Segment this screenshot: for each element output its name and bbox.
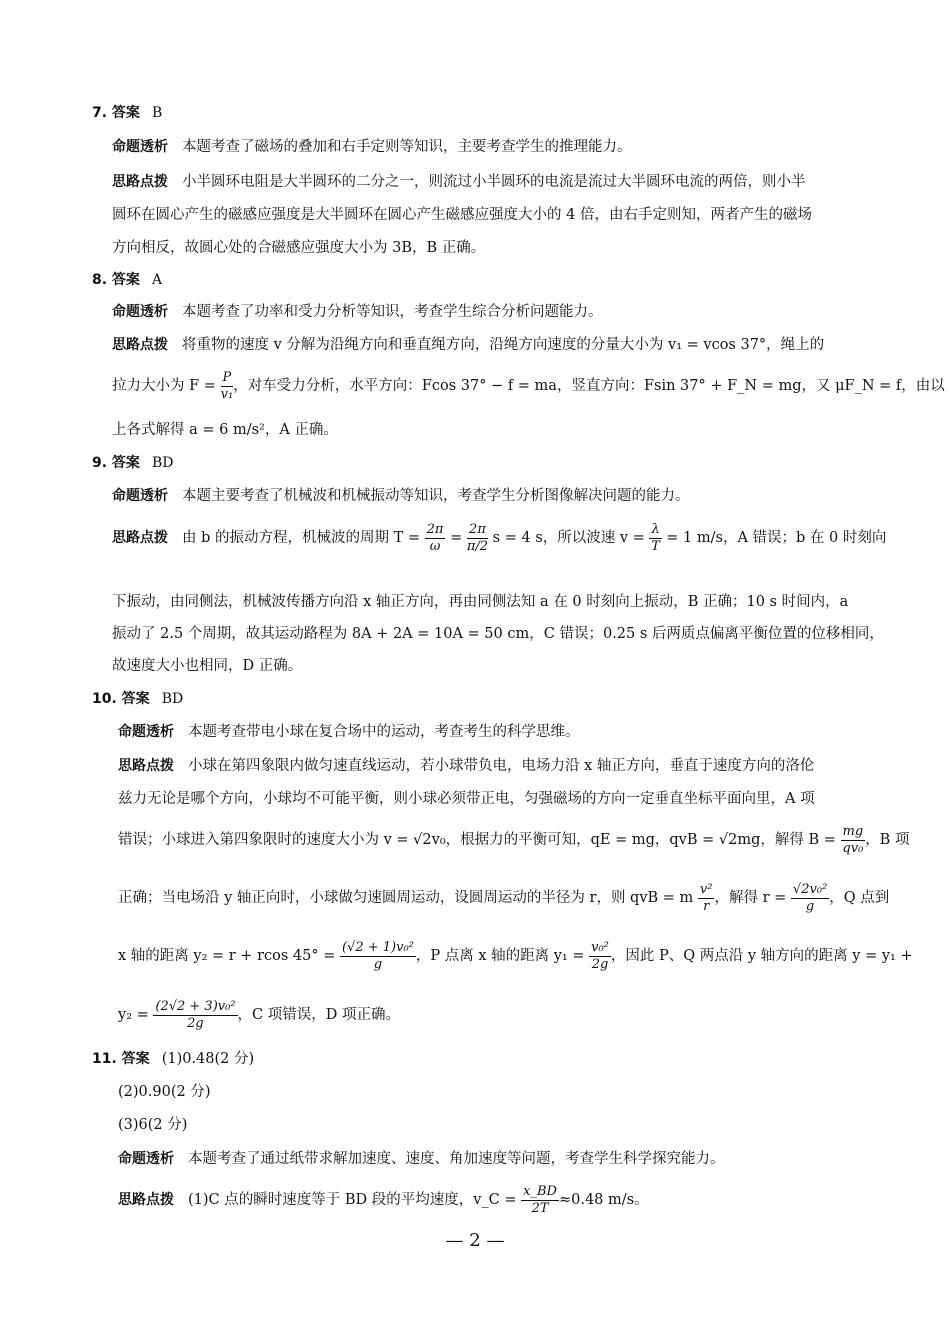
tips-text: s = 4 s，所以波速 v =	[492, 530, 645, 546]
tips-text: ，B 项	[865, 832, 910, 848]
q11-header	[92, 1049, 254, 1069]
q8-head: 8. 答案	[92, 272, 140, 288]
q9-tips-1: 思路点拨 由 b 的振动方程，机械波的周期 T = $\frac{2\pi}{\omega}$ = $\frac{2\pi}{\pi/2}$ s = 4 s，所以波速 v = $\frac{\lambda}{T}$ = 1 m/s，A 错误；b 在 0 时刻向	[112, 521, 887, 554]
tips-text: ≈0.48 m/s。	[558, 1192, 649, 1208]
analysis-label: 命题透析	[112, 488, 168, 504]
q7-answer: B	[151, 105, 163, 121]
q9-tips-4: 故速度大小也相同，D 正确。	[112, 658, 303, 674]
frac-num: √2v₀²	[792, 881, 828, 897]
frac-num: 2π	[426, 521, 444, 537]
fraction-2pi-over-half-pi	[467, 522, 488, 555]
q8-tips-2	[112, 368, 945, 404]
analysis-label: 命题透析	[112, 304, 168, 320]
tips-label: 思路点拨	[112, 337, 168, 353]
analysis-text: 本题考查带电小球在复合场中的运动，考查考生的科学思维。	[188, 724, 580, 740]
analysis-text: 本题考查了功率和受力分析等知识，考查学生综合分析问题能力。	[182, 304, 603, 320]
fraction-y1	[589, 940, 611, 973]
q11-analysis	[118, 1149, 725, 1169]
analysis-label: 命题透析	[118, 1151, 174, 1167]
q9-header	[92, 453, 173, 473]
q10-tips-5	[118, 938, 913, 974]
tips-text: 由 b 的振动方程，机械波的周期 T =	[182, 530, 421, 546]
fraction-y2	[340, 940, 416, 973]
q10-header	[92, 689, 183, 709]
frac-num: v²	[699, 881, 713, 897]
q10-analysis	[118, 722, 580, 742]
tips-text: ，P 点离 x 轴的距离 y₁ =	[415, 948, 585, 964]
tips-text: y₂ =	[118, 1007, 149, 1023]
q8-tips-1	[112, 335, 824, 355]
q8-header	[92, 270, 162, 290]
frac-den: v₁	[220, 386, 234, 402]
q8-analysis	[112, 302, 603, 322]
fraction-2pi-over-omega	[425, 522, 446, 555]
fraction-p-over-v1	[221, 370, 234, 403]
tips-label: 思路点拨	[118, 758, 174, 774]
q8-tips-3: 上各式解得 a = 6 m/s²，A 正确。	[112, 422, 338, 438]
frac-den: ω	[429, 538, 441, 554]
q7-header	[92, 103, 162, 123]
q10-tips-2: 兹力无论是哪个方向，小球均不可能平衡，则小球必须带正电，匀强磁场的方向一定垂直坐标平面向里，A 项	[118, 791, 815, 807]
q7-tips-2: 圆环在圆心产生的磁感应强度是大半圆环在圆心产生磁感应强度大小的 4 倍，由右手定则知，两者产生的磁场	[112, 207, 812, 223]
q11-answer-3: (3)6(2 分)	[118, 1117, 188, 1133]
fraction-lambda-over-t	[649, 522, 661, 555]
fraction-y-total	[153, 999, 237, 1032]
frac-den: 2T	[531, 1200, 549, 1216]
tips-text: 将重物的速度 v 分解为沿绳方向和垂直绳方向，沿绳方向速度的分量大小为 v₁ = vcos 37°，绳上的	[182, 337, 825, 353]
frac-den: g	[373, 956, 383, 972]
frac-num: λ	[651, 521, 660, 537]
tips-text: 小球在第四象限内做匀速直线运动，若小球带负电，电场力沿 x 轴正方向，垂直于速度方向的洛伦	[188, 758, 815, 774]
tips-text: (1)C 点的瞬时速度等于 BD 段的平均速度，v_C =	[188, 1192, 517, 1208]
q11-answer-1: (1)0.48(2 分)	[161, 1051, 255, 1067]
tips-text: x 轴的距离 y₂ = r + rcos 45° =	[118, 948, 336, 964]
q11-head: 11. 答案	[92, 1051, 150, 1067]
tips-text: 拉力大小为 F =	[112, 378, 216, 394]
tips-text: ，解得 r =	[714, 890, 787, 906]
tips-label: 思路点拨	[112, 174, 168, 190]
q10-tips-3	[118, 822, 909, 858]
q10-tips-1	[118, 756, 814, 776]
tips-text: ，对车受力分析，水平方向：Fcos 37° − f = ma，竖直方向：Fsin 37° + F_N = mg，又 μF_N = f，由以	[233, 378, 945, 394]
analysis-text: 本题主要考查了机械波和机械振动等知识，考查学生分析图像解决问题的能力。	[182, 488, 690, 504]
analysis-text: 本题考查了磁场的叠加和右手定则等知识，主要考查学生的推理能力。	[182, 139, 632, 155]
q11-answer-2: (2)0.90(2 分)	[118, 1084, 211, 1100]
q10-tips-6	[118, 997, 400, 1033]
tips-text: ，C 项错误，D 项正确。	[237, 1007, 400, 1023]
tips-text: = 1 m/s，A 错误；b 在 0 时刻向	[666, 530, 887, 546]
analysis-text: 本题考查了通过纸带求解加速度、速度、角加速度等问题，考查学生科学探究能力。	[188, 1151, 725, 1167]
q7-analysis	[112, 137, 632, 157]
q7-head: 7. 答案	[92, 105, 140, 121]
tips-text: 小半圆环电阻是大半圆环的二分之一，则流过小半圆环的电流是流过大半圆环电流的两倍，则小半	[182, 174, 806, 190]
frac-den: 2g	[187, 1015, 204, 1031]
q9-analysis	[112, 486, 690, 506]
frac-den: T	[651, 538, 660, 554]
tips-text: ，因此 P、Q 两点沿 y 轴方向的距离 y = y₁ +	[610, 948, 913, 964]
fraction-xbd-over-2t	[521, 1184, 559, 1217]
fraction-mg-over-qv0	[841, 824, 866, 857]
frac-den: π/2	[466, 538, 489, 554]
frac-num: x_BD	[523, 1183, 557, 1199]
frac-num: 2π	[467, 522, 488, 539]
q9-tips-3: 振动了 2.5 个周期，故其运动路程为 8A + 2A = 10A = 50 cm，C 错误；0.25 s 后两质点偏离平衡位置的位移相同，	[112, 626, 884, 642]
frac-num: mg	[842, 823, 864, 839]
q10-answer: BD	[161, 691, 184, 707]
tips-text: ，Q 点到	[829, 890, 890, 906]
tips-text: 错误；小球进入第四象限时的速度大小为 v = √2v₀，根据力的平衡可知，qE = mg，qvB = √2mg，解得 B =	[118, 832, 836, 848]
frac-den: 2g	[591, 956, 609, 972]
fraction-v2-over-r	[698, 882, 715, 915]
frac-num: P	[222, 369, 232, 385]
q10-tips-4	[118, 880, 889, 916]
frac-den: r	[703, 898, 710, 914]
page-number: — 2 —	[445, 1230, 505, 1251]
q9-answer: BD	[151, 455, 174, 471]
frac-den: qv₀	[842, 840, 864, 856]
analysis-label: 命题透析	[112, 139, 168, 155]
q9-tips-2: 下振动，由同侧法，机械波传播方向沿 x 轴正方向，再由同侧法知 a 在 0 时刻向上振动，B 正确；10 s 时间内，a	[112, 594, 849, 610]
frac-num: (2√2 + 3)v₀²	[155, 998, 236, 1014]
tips-label: 思路点拨	[112, 530, 168, 546]
frac-num: v₀²	[591, 939, 609, 955]
q7-tips-3: 方向相反，故圆心处的合磁感应强度大小为 3B，B 正确。	[112, 240, 486, 256]
frac-num: (√2 + 1)v₀²	[341, 939, 414, 955]
tips-text: 正确；当电场沿 y 轴正向时，小球做匀速圆周运动，设圆周运动的半径为 r，则 qvB = m	[118, 890, 694, 906]
frac-den: g	[805, 898, 815, 914]
analysis-label: 命题透析	[118, 724, 174, 740]
q10-head: 10. 答案	[92, 691, 150, 707]
q11-tips-1	[118, 1182, 649, 1218]
tips-label: 思路点拨	[118, 1192, 174, 1208]
q8-answer: A	[151, 272, 163, 288]
q7-tips-1	[112, 172, 806, 192]
q9-head: 9. 答案	[92, 455, 140, 471]
fraction-r-value	[791, 882, 829, 915]
